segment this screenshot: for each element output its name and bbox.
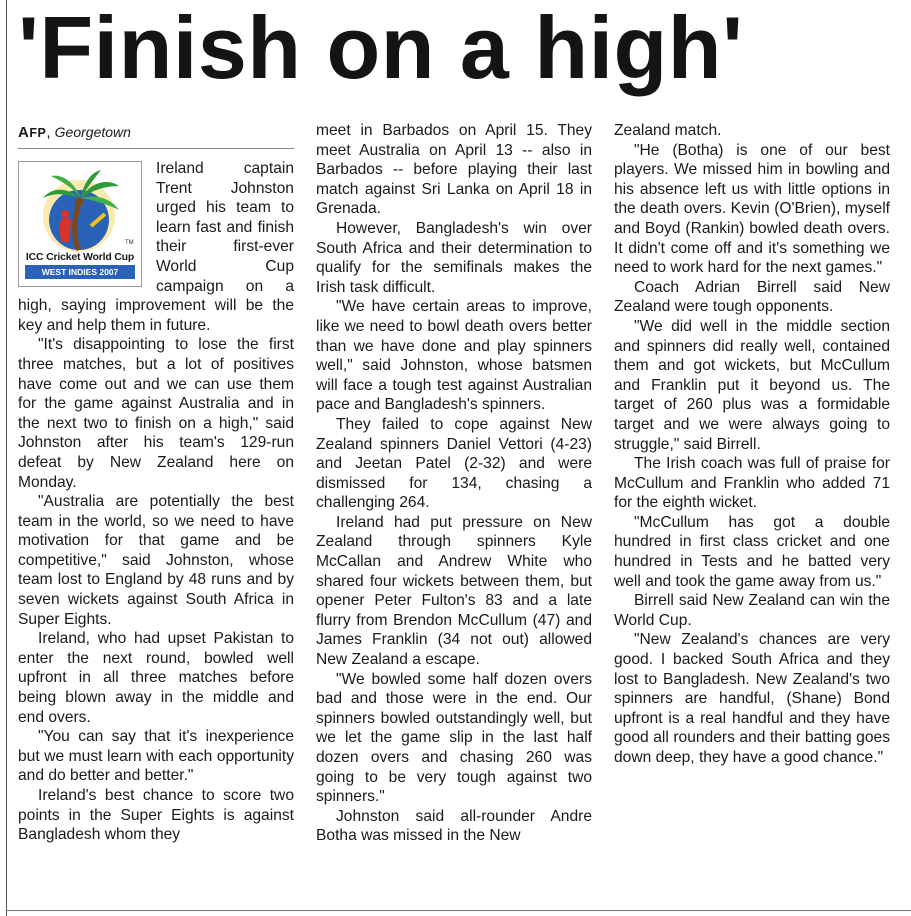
paragraph: meet in Barbados on April 15. They meet Australia on April 13 -- also in Barbados -- before playing their last match against Sri Lanka on April 18 in Grenada. <box>316 122 592 218</box>
paragraph: "You can say that it's inexperience but we must learn with each opportunity and do better and better." <box>18 728 294 785</box>
paragraph: Ireland had put pressure on New Zealand through spinners Kyle McCallan and Andrew White who shared four wickets between them, but opener Peter Fulton's 83 and a late flurry from Brendon McCullum (47) and James Franklin (34 not out) allowed New Zealand a escape. <box>316 513 592 669</box>
paragraph: Birrell said New Zealand can win the World Cup. <box>614 592 890 629</box>
article-column-2 <box>316 121 592 846</box>
trademark-mark: TM <box>125 240 134 246</box>
palm-tree-logo-icon <box>21 164 139 252</box>
paragraph: "McCullum has got a double hundred in first class cricket and one hundred in Tests and he batted very well and took the game away from us." <box>614 513 890 590</box>
paragraph: Johnston said all-rounder Andre Botha was missed in the New <box>316 807 592 845</box>
paragraph: They failed to cope against New Zealand spinners Daniel Vettori (4-23) and Jeetan Patel (2-32) and were dismissed for 134, chasing a challenging 264. <box>316 415 592 512</box>
byline-divider <box>18 148 294 149</box>
article-column-1 <box>18 121 294 845</box>
agency-rest: FP <box>29 126 47 140</box>
paragraph: "It's disappointing to lose the first three matches, but a lot of positives have come out and we can use them for the game against Australia and in the next two to finish on a high," said Johnston after his team's 129-run defeat by New Zealand here on Monday. <box>18 336 294 491</box>
paragraph: "Australia are potentially the best team in the world, so we need to have motivation for that game and be competitive," said Johnston, whose team lost to England by 48 runs and by seven wickets against South Africa in Super Eights. <box>18 493 294 628</box>
paragraph: "We have certain areas to improve, like we need to bowl death overs better than we have done and play spinners well," said Johnston, whose batsmen will face a tough test against Australian pace and Bangladesh's spinners. <box>316 298 592 414</box>
paragraph: Coach Adrian Birrell said New Zealand were tough opponents. <box>614 278 890 316</box>
article-column-3 <box>614 121 890 768</box>
dateline-location: Georgetown <box>54 124 131 140</box>
paragraph: Ireland captain Trent Johnston urged his team to learn fast and finish their first-ever World Cup campaign on a high, saying improvement will be the key and help them in future. <box>18 160 294 334</box>
left-column-rule <box>6 0 7 916</box>
paragraph: The Irish coach was full of praise for McCullum and Franklin who added 71 for the eighth wicket. <box>614 455 890 512</box>
logo-subtitle: WEST INDIES 2007 <box>25 265 135 279</box>
paragraph: However, Bangladesh's win over South Africa and their determination to qualify for the semifinals makes the Irish task difficult. <box>316 219 592 296</box>
paragraph: Zealand match. <box>614 122 722 139</box>
bottom-rule <box>6 910 911 911</box>
paragraph: "New Zealand's chances are very good. I backed South Africa and they lost to Bangladesh. New Zealand's two spinners are handful, (Shane) Bond upfront is a real handful and they have good all rounders and their batting goes down deep, they have a good chance." <box>614 631 890 766</box>
byline: AFP, Georgetown <box>18 124 131 141</box>
paragraph: "We bowled some half dozen overs bad and those were in the end. Our spinners bowled outstandingly well, but we let the game slip in the last half dozen overs and chasing 260 was going to be very tough against two spinners." <box>316 670 592 806</box>
paragraph: Ireland's best chance to score two points in the Super Eights is against Bangladesh whom they <box>18 787 294 844</box>
agency-initial: A <box>18 124 30 141</box>
world-cup-logo <box>18 161 142 287</box>
paragraph: Ireland, who had upset Pakistan to enter the next round, bowled well upfront in all three matches before being blown away in the middle and end overs. <box>18 630 294 726</box>
paragraph: "He (Botha) is one of our best players. We missed him in bowling and his absence left us with little options in the death overs. Kevin (O'Brien), myself and Boyd (Rankin) bowled death overs. It didn't come off and it's something we need to work hard for the next games." <box>614 141 890 277</box>
headline: 'Finish on a high' <box>18 0 744 97</box>
paragraph: "We did well in the middle section and spinners did really well, contained them and got wickets, but McCullum and Franklin put it beyond us. The target of 260 plus was a formidable target and we were always going to struggle," said Birrell. <box>614 317 890 453</box>
logo-title: ICC Cricket World Cup <box>25 251 135 263</box>
